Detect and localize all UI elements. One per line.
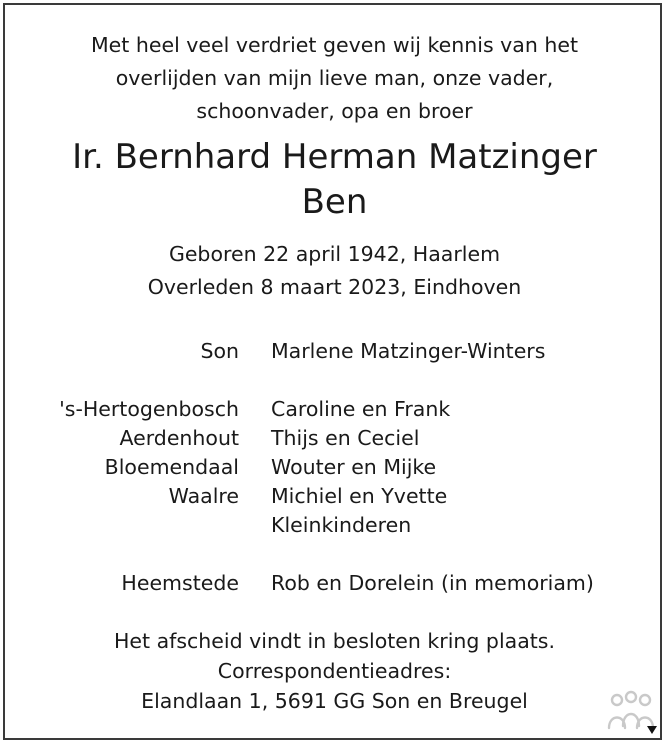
life-dates [0, 238, 669, 304]
birth-line: Geboren 22 april 1942, Haarlem [168, 242, 501, 266]
family-place: Waalre [168, 484, 239, 508]
family-names: Michiel en Yvette [271, 484, 448, 508]
closing-line: Elandlaan 1, 5691 GG Son en Breugel [141, 689, 528, 713]
people-group-icon [603, 688, 659, 736]
family-place: Bloemendaal [104, 455, 239, 479]
death-line: Overleden 8 maart 2023, Eindhoven [147, 275, 522, 299]
intro-text [0, 29, 669, 128]
closing-line: Het afscheid vindt in besloten kring plaats. [113, 629, 556, 653]
family-place: Son [200, 339, 239, 363]
deceased-nickname: Ben [301, 182, 368, 222]
intro-line: Met heel veel verdriet geven wij kennis van het [91, 33, 578, 57]
family-row [0, 481, 669, 511]
family-names: Caroline en Frank [271, 397, 451, 421]
family-row [0, 452, 669, 482]
family-names: Marlene Matzinger-Winters [271, 339, 546, 363]
family-names: Rob en Dorelein (in memoriam) [271, 571, 594, 595]
intro-line: schoonvader, opa en broer [196, 99, 473, 123]
closing-line: Correspondentieadres: [217, 659, 452, 683]
family-row [0, 568, 669, 598]
corner-arrow-icon [647, 726, 657, 734]
family-row [0, 336, 669, 366]
family-row [0, 423, 669, 453]
intro-line: overlijden van mijn lieve man, onze vader, [115, 66, 554, 90]
deceased-name: Ir. Bernhard Herman Matzinger [72, 137, 597, 177]
family-place: 's-Hertogenbosch [59, 397, 239, 421]
family-names: Kleinkinderen [271, 513, 412, 537]
family-names: Wouter en Mijke [271, 455, 437, 479]
family-place: Heemstede [121, 571, 239, 595]
family-row [0, 510, 669, 540]
family-row [0, 394, 669, 424]
family-place: Aerdenhout [119, 426, 239, 450]
family-names: Thijs en Ceciel [271, 426, 420, 450]
closing-text [0, 626, 669, 716]
